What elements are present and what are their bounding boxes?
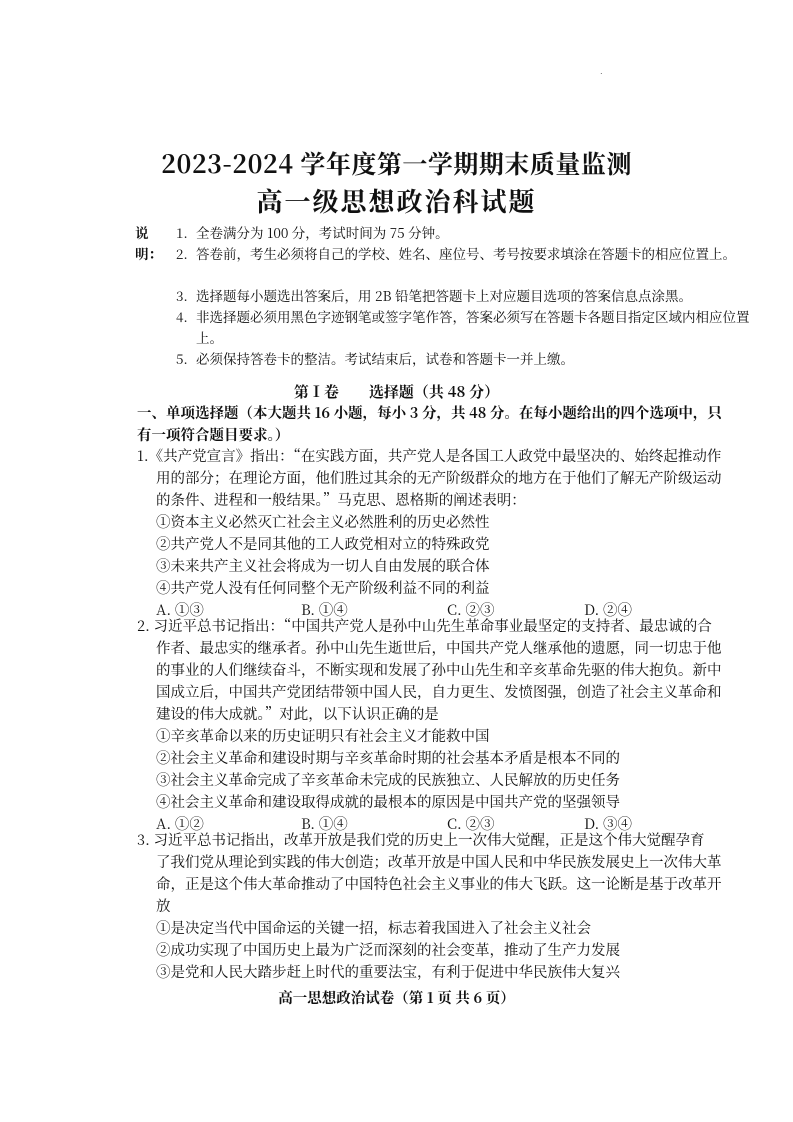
- instruction-number: 2.: [176, 243, 188, 263]
- choice-d: D. ②④: [584, 599, 632, 620]
- corner-mark: .: [600, 66, 603, 77]
- choice-a: A. ①③: [156, 599, 204, 620]
- choice-b: B. ①④: [301, 813, 348, 834]
- instruction-text: 答卷前，考生必须将自己的学校、姓名、座位号、考号按要求填涂在答题卡的相应位置上。: [196, 243, 736, 263]
- option: ①是决定当代中国命运的关键一招，标志着我国进入了社会主义社会: [156, 917, 591, 938]
- instruction-item: [176, 285, 756, 306]
- exam-title: 2023-2024 学年度第一学期期末质量监测: [161, 145, 632, 181]
- question-stem-cont: 用的部分；在理论方面，他们胜过其余的无产阶级群众的地方在于他们了解无产阶级运动的条件、进程和一般结果。”马克思、恩格斯的阐述表明：: [156, 467, 722, 510]
- choice-a: A. ①②: [156, 813, 204, 834]
- question-stem: 3. 习近平总书记指出，改革开放是我们党的历史上一次伟大觉醒，正是这个伟大觉醒孕育: [137, 829, 705, 850]
- instruction-item: [176, 348, 756, 369]
- instruction-text: 全卷满分为 100 分，考试时间为 75 分钟。: [196, 222, 449, 242]
- section-heading: 一、单项选择题（本大题共 16 小题，每小 3 分，共 48 分。在每小题给出的四个选项中，只有一项符合题目要求。）: [137, 402, 722, 445]
- exam-subtitle: 高一级思想政治科试题: [256, 182, 537, 219]
- instruction-number: 4.: [176, 306, 188, 326]
- option: ②共产党人不是同其他的工人政党相对立的特殊政党: [156, 533, 490, 554]
- instruction-number: 1.: [176, 222, 188, 242]
- page-footer: 高一思想政治试卷（第 1 页 共 6 页）: [278, 987, 515, 1008]
- option: ①辛亥革命以来的历史证明只有社会主义才能救中国: [156, 725, 490, 746]
- option: ③是党和人民大踏步赶上时代的重要法宝，有利于促进中华民族伟大复兴: [156, 961, 620, 982]
- instruction-number: 3.: [176, 285, 188, 305]
- instruction-item: [176, 222, 756, 243]
- option: ④社会主义革命和建设取得成就的最根本的原因是中国共产党的坚强领导: [156, 791, 620, 812]
- choice-b: B. ①④: [301, 599, 348, 620]
- question-stem-cont: 作者、最忠实的继承者。孙中山先生逝世后，中国共产党人继承他的遗愿，同一切忠于他的事业的人们继续奋斗，不断实现和发展了孙中山先生和辛亥革命先驱的伟大抱负。新中国成立后，中国共产党团结带领中国人民，自力更生、发愤图强，创造了社会主义革命和建设的伟大成就。”对此，以下认识正确的是: [156, 637, 722, 724]
- instruction-item: [176, 243, 756, 264]
- question-stem: 2. 习近平总书记指出：“中国共产党人是孙中山先生革命事业最坚定的支持者、最忠诚的合: [137, 615, 712, 636]
- option: ①资本主义必然灭亡社会主义必然胜利的历史必然性: [156, 511, 490, 532]
- option: ②成功实现了中国历史上最为广泛而深刻的社会变革，推动了生产力发展: [156, 939, 620, 960]
- choice-c: C. ②③: [447, 599, 495, 620]
- question-stem: 1.《共产党宣言》指出：“在实践方面，共产党人是各国工人政党中最坚决的、始终起推动作: [137, 445, 722, 466]
- option: ③社会主义革命完成了辛亥革命未完成的民族独立、人民解放的历史任务: [156, 769, 620, 790]
- question-1: [137, 445, 722, 621]
- part-title: 第Ⅰ卷 选择题（共 48 分）: [293, 381, 500, 402]
- instruction-text: 非选择题必须用黑色字迹钢笔或签字笔作答，答案必须写在答题卡各题目指定区域内相应位置上。: [196, 306, 750, 347]
- choice-d: D. ③④: [584, 813, 632, 834]
- option: ③未来共产主义社会将成为一切人自由发展的联合体: [156, 555, 490, 576]
- choice-c: C. ②③: [447, 813, 495, 834]
- option: ④共产党人没有任何同整个无产阶级利益不同的利益: [156, 577, 490, 598]
- instructions-label: 说明：: [135, 222, 162, 263]
- option: ②社会主义革命和建设时期与辛亥革命时期的社会基本矛盾是根本不同的: [156, 747, 620, 768]
- instruction-item: [176, 306, 756, 348]
- instruction-text: 必须保持答卷卡的整洁。考试结束后，试卷和答题卡一并上缴。: [196, 348, 574, 368]
- instruction-text: 选择题每小题选出答案后，用 2B 铅笔把答题卡上对应题目选项的答案信息点涂黑。: [196, 285, 692, 305]
- question-3: [137, 829, 722, 983]
- question-stem-cont: 了我们党从理论到实践的伟大创造；改革开放是中国人民和中华民族发展史上一次伟大革命，正是这个伟大革命推动了中国特色社会主义事业的伟大飞跃。这一论断是基于改革开放: [156, 851, 722, 916]
- instruction-number: 5.: [176, 348, 188, 368]
- question-2: [137, 615, 722, 835]
